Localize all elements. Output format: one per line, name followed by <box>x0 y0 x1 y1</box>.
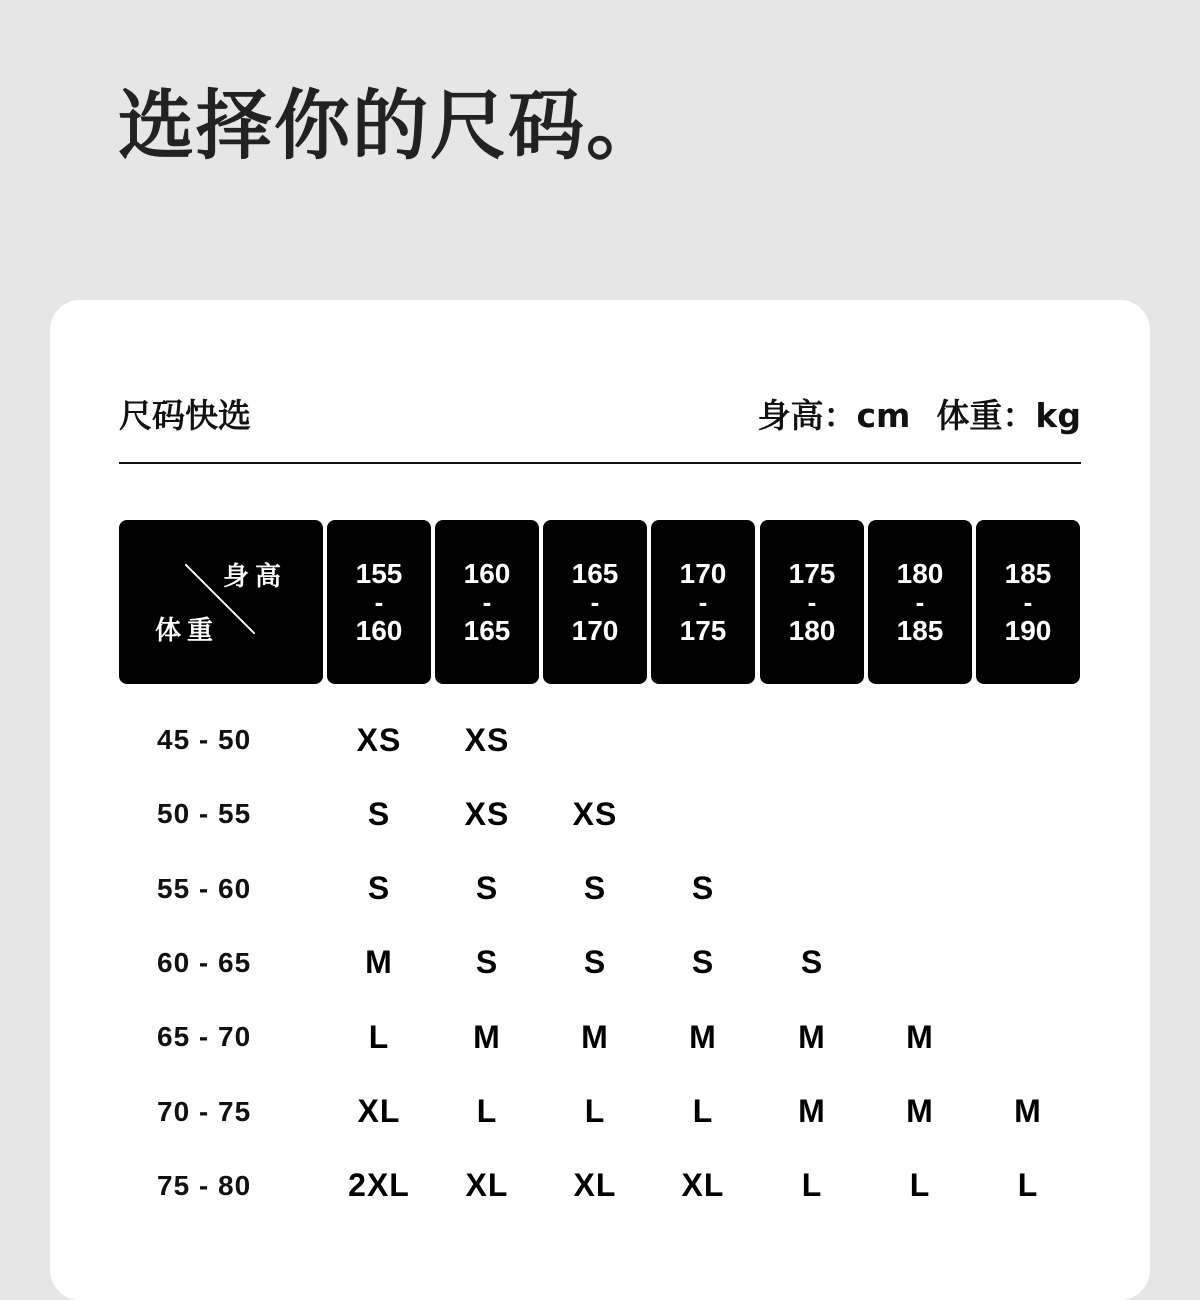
height-range-to: 160 <box>355 615 403 646</box>
height-unit-label: 身高：cm <box>757 395 911 435</box>
height-range-from: 180 <box>896 558 944 589</box>
height-column-header <box>543 520 647 684</box>
height-range-from: 185 <box>1004 558 1052 589</box>
table-row <box>119 710 1081 770</box>
weight-range-label: 55 - 60 <box>157 872 252 904</box>
size-cell: XL <box>573 1167 617 1204</box>
size-cell: M <box>689 1018 717 1055</box>
weight-range-label: 75 - 80 <box>157 1169 252 1201</box>
height-range-from: 155 <box>355 558 403 589</box>
height-range-to: 175 <box>679 615 727 646</box>
size-cell: M <box>365 944 393 981</box>
size-cell: XS <box>356 721 402 758</box>
size-cell: L <box>368 1018 390 1055</box>
height-range-to: 185 <box>896 615 944 646</box>
height-range-separator: - <box>698 587 708 617</box>
height-column-header <box>435 520 539 684</box>
corner-height-label: 身高 <box>223 562 288 592</box>
weight-unit-label: 体重：kg <box>936 395 1081 435</box>
size-cell: M <box>906 1093 934 1129</box>
table-row <box>119 1082 1081 1142</box>
height-range-separator: - <box>1023 587 1033 617</box>
size-cell: S <box>800 944 824 981</box>
size-cell: M <box>798 1018 826 1055</box>
size-cell <box>976 859 1080 919</box>
table-row <box>119 784 1081 844</box>
size-cell: L <box>692 1093 714 1129</box>
size-cell: S <box>583 870 607 907</box>
size-cell <box>868 784 972 844</box>
table-row <box>119 1156 1081 1216</box>
size-cell: S <box>583 944 607 981</box>
size-cell: S <box>367 870 391 907</box>
size-cell <box>868 710 972 770</box>
size-cell: XS <box>464 721 510 758</box>
size-cell: M <box>473 1018 501 1055</box>
height-range-to: 170 <box>571 615 619 646</box>
height-range-separator: - <box>590 587 600 617</box>
size-cell: XL <box>357 1093 401 1129</box>
height-range-from: 165 <box>571 558 619 589</box>
height-column-header <box>760 520 864 684</box>
size-cell: L <box>801 1167 823 1204</box>
weight-range-label: 50 - 55 <box>157 798 252 830</box>
size-cell <box>651 710 755 770</box>
weight-range-label: 70 - 75 <box>157 1095 252 1127</box>
size-cell <box>543 710 647 770</box>
size-cell: L <box>909 1167 931 1204</box>
size-cell: S <box>475 870 499 907</box>
height-range-separator: - <box>915 587 925 617</box>
size-cell <box>760 859 864 919</box>
height-header-row <box>119 520 1081 684</box>
height-column-header <box>651 520 755 684</box>
size-cell: 2XL <box>348 1167 410 1204</box>
size-cell: M <box>581 1018 609 1055</box>
size-cell <box>868 859 972 919</box>
size-cell: M <box>1014 1093 1042 1129</box>
height-range-from: 175 <box>788 558 836 589</box>
table-row <box>119 933 1081 993</box>
height-range-from: 160 <box>463 558 511 589</box>
size-cell <box>651 784 755 844</box>
height-range-from: 170 <box>679 558 727 589</box>
units-legend <box>757 390 1081 437</box>
weight-range-label: 45 - 50 <box>157 724 252 755</box>
size-cell <box>976 784 1080 844</box>
weight-range-label: 60 - 65 <box>157 946 252 978</box>
size-cell <box>868 933 972 993</box>
size-cell: S <box>367 795 391 832</box>
size-cell: S <box>691 870 715 907</box>
weight-range-label: 65 - 70 <box>157 1021 252 1053</box>
height-range-to: 165 <box>463 615 511 646</box>
size-cell <box>760 784 864 844</box>
table-row <box>119 1007 1081 1067</box>
size-cell: XS <box>464 795 510 832</box>
height-range-separator: - <box>482 587 492 617</box>
size-cell <box>976 933 1080 993</box>
size-cell <box>976 1007 1080 1067</box>
size-cell: M <box>798 1093 826 1129</box>
page-title: 选择你的尺码。 <box>118 81 664 170</box>
size-cell: L <box>476 1093 498 1129</box>
card-header <box>119 390 1081 436</box>
height-range-to: 190 <box>1004 615 1052 646</box>
size-cell: XS <box>572 795 618 832</box>
header-divider <box>119 462 1081 464</box>
size-cell: S <box>475 944 499 981</box>
card-title: 尺码快选 <box>119 395 251 435</box>
table-row <box>119 859 1081 919</box>
height-column-header <box>327 520 431 684</box>
size-cell: S <box>691 944 715 981</box>
size-chart-card <box>50 300 1150 1300</box>
size-cell: XL <box>681 1167 725 1204</box>
size-cell: M <box>906 1018 934 1055</box>
size-cell: L <box>1017 1167 1039 1204</box>
size-cell <box>760 710 864 770</box>
height-range-separator: - <box>374 587 384 617</box>
corner-cell <box>119 520 323 684</box>
size-cell <box>976 710 1080 770</box>
corner-weight-label: 体重 <box>155 616 220 646</box>
height-column-header <box>976 520 1080 684</box>
size-cell: XL <box>465 1167 509 1204</box>
height-range-to: 180 <box>788 615 836 646</box>
size-cell: L <box>584 1093 606 1129</box>
height-range-separator: - <box>807 587 817 617</box>
height-column-header <box>868 520 972 684</box>
